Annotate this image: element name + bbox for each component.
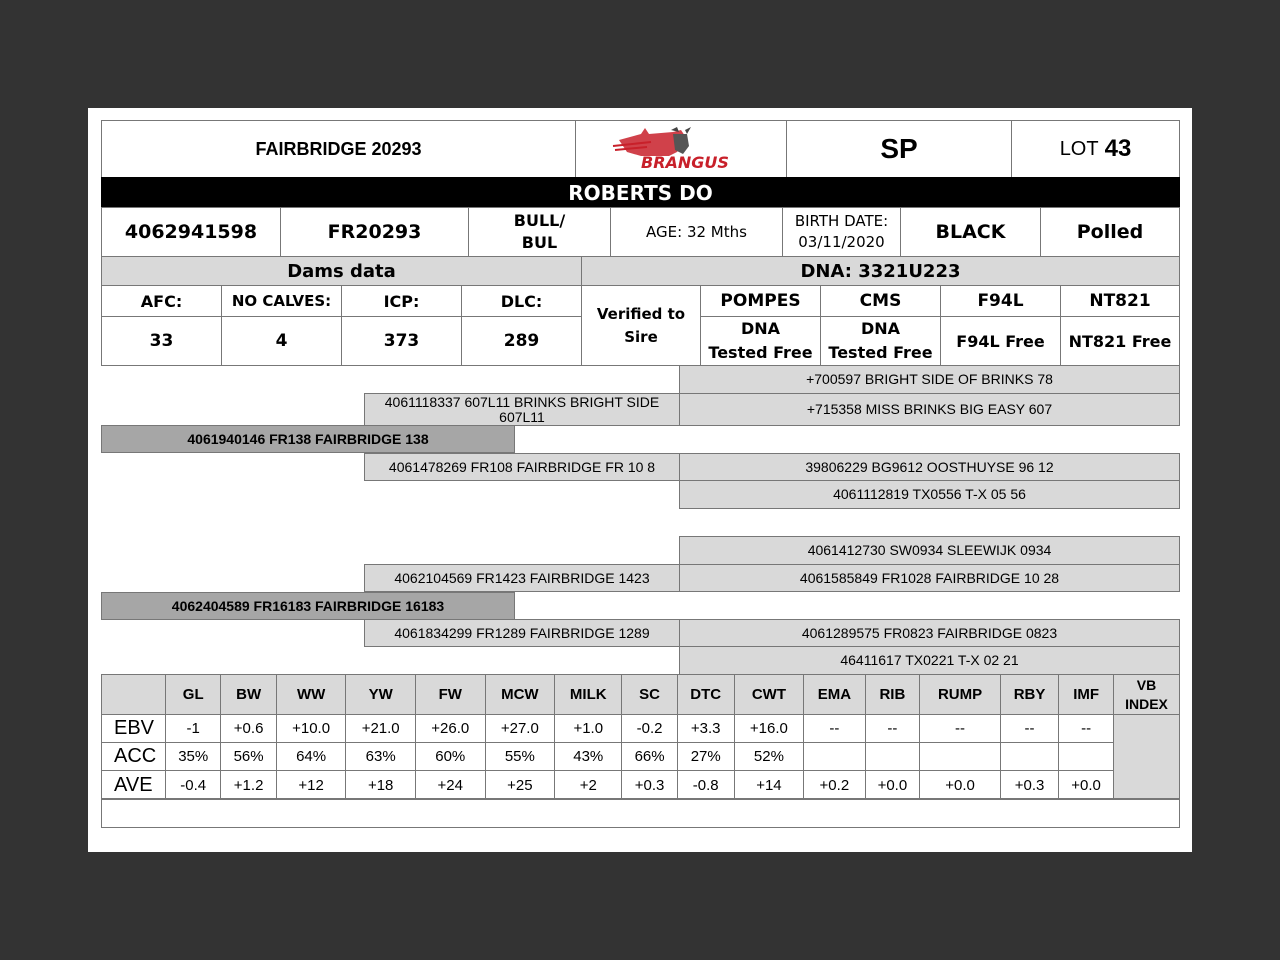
ebv-col-cwt: CWT	[734, 675, 804, 715]
ebv-cell: --	[1059, 715, 1114, 743]
ebv-cell: -0.4	[166, 771, 221, 800]
ebv-row-label: EBV	[102, 715, 166, 743]
ebv-col-ww: WW	[276, 675, 346, 715]
ebv-cell: --	[1000, 715, 1058, 743]
ebv-cell: 35%	[166, 743, 221, 771]
result-line2: Tested Free	[708, 343, 813, 362]
logo-text: BRANGUS	[641, 153, 729, 172]
sex-line2: BUL	[521, 233, 558, 252]
ebv-col-dtc: DTC	[677, 675, 734, 715]
ebv-cell: -1	[166, 715, 221, 743]
lot-label	[1011, 120, 1180, 178]
animal-colour: BLACK	[900, 207, 1041, 257]
dna-test-cms: CMS	[820, 285, 941, 317]
ebv-cell: -0.8	[677, 771, 734, 800]
ebv-cell: +0.6	[221, 715, 276, 743]
dams-header-dlc: DLC:	[461, 285, 582, 317]
ebv-cell: 56%	[221, 743, 276, 771]
dams-header-afc: AFC:	[101, 285, 222, 317]
ebv-cell: 63%	[346, 743, 416, 771]
ebv-cell: +3.3	[677, 715, 734, 743]
sp-label: SP	[786, 120, 1012, 178]
ebv-col-mcw: MCW	[485, 675, 555, 715]
ebv-cell: +12	[276, 771, 346, 800]
ebv-cell: +25	[485, 771, 555, 800]
ebv-cell: +0.0	[865, 771, 920, 800]
ebv-col-vb-index	[1114, 675, 1180, 715]
pedigree-sire: 4061940146 FR138 FAIRBRIDGE 138	[101, 425, 515, 453]
ebv-cell: +0.0	[920, 771, 1001, 800]
pedigree-dds: 4061289575 FR0823 FAIRBRIDGE 0823	[679, 619, 1180, 647]
dams-header-calves: NO CALVES:	[221, 285, 342, 317]
pedigree-ddd: 46411617 TX0221 T-X 02 21	[679, 646, 1180, 675]
owner-bar: ROBERTS DO	[101, 177, 1180, 208]
ebv-cell: +16.0	[734, 715, 804, 743]
animal-id: 4062941598	[101, 207, 281, 257]
ebv-cell	[804, 743, 865, 771]
ebv-cell: +10.0	[276, 715, 346, 743]
birth-date	[782, 207, 901, 257]
dna-test-pompes: POMPES	[700, 285, 821, 317]
result-line2: Tested Free	[828, 343, 933, 362]
result-line1: DNA	[860, 319, 901, 338]
pedigree-dam-dam: 4061834299 FR1289 FAIRBRIDGE 1289	[364, 619, 680, 647]
animal-sex	[468, 207, 611, 257]
ebv-cell: 27%	[677, 743, 734, 771]
pedigree-sss: +700597 BRIGHT SIDE OF BRINKS 78	[679, 365, 1180, 394]
pedigree-ssd: +715358 MISS BRINKS BIG EASY 607	[679, 393, 1180, 426]
pedigree-dam-sire: 4062104569 FR1423 FAIRBRIDGE 1423	[364, 564, 680, 592]
ebv-cell: 55%	[485, 743, 555, 771]
ebv-col-milk: MILK	[555, 675, 622, 715]
dna-verified	[581, 285, 701, 366]
result-line1: DNA	[740, 319, 781, 338]
bull-logo-icon	[611, 126, 751, 172]
ebv-cell	[1000, 743, 1058, 771]
ebv-col-rby: RBY	[1000, 675, 1058, 715]
dams-title: Dams data	[101, 256, 582, 286]
ebv-cell: 66%	[622, 743, 677, 771]
pedigree-sire-dam: 4061478269 FR108 FAIRBRIDGE FR 10 8	[364, 453, 680, 481]
ebv-table	[101, 674, 1180, 800]
ebv-cell: 60%	[415, 743, 485, 771]
ebv-col-imf: IMF	[1059, 675, 1114, 715]
pedigree-sds: 39806229 BG9612 OOSTHUYSE 96 12	[679, 453, 1180, 481]
dna-result-cms	[820, 316, 941, 366]
dna-result-f94l: F94L Free	[940, 316, 1061, 366]
brangus-logo	[575, 120, 787, 178]
ebv-cell	[1059, 743, 1114, 771]
dams-header-icp: ICP:	[341, 285, 462, 317]
ebv-header-row	[102, 675, 1180, 715]
ebv-cell: +2	[555, 771, 622, 800]
ebv-row-ebv	[102, 715, 1180, 743]
ebv-cell: +26.0	[415, 715, 485, 743]
pedigree-sire-sire: 4061118337 607L11 BRINKS BRIGHT SIDE 607L11	[364, 393, 680, 426]
pedigree-dss: 4061412730 SW0934 SLEEWIJK 0934	[679, 536, 1180, 565]
footer-blank-row	[101, 798, 1180, 828]
ebv-cell: 43%	[555, 743, 622, 771]
pedigree-dsd: 4061585849 FR1028 FAIRBRIDGE 10 28	[679, 564, 1180, 592]
dna-result-pompes	[700, 316, 821, 366]
ebv-cell: +0.2	[804, 771, 865, 800]
birth-label: BIRTH DATE:	[794, 212, 889, 230]
ebv-col-fw: FW	[415, 675, 485, 715]
lot-number: 43	[1104, 135, 1132, 162]
vb-line2: INDEX	[1125, 695, 1168, 712]
ebv-cell: +0.3	[1000, 771, 1058, 800]
ebv-col-gl: GL	[166, 675, 221, 715]
ebv-col-ema: EMA	[804, 675, 865, 715]
dams-value-dlc: 289	[461, 316, 582, 366]
ebv-cell: +1.0	[555, 715, 622, 743]
ebv-row-acc	[102, 743, 1180, 771]
ebv-row-label: AVE	[102, 771, 166, 800]
dna-title: DNA: 3321U223	[581, 256, 1180, 286]
sex-line1: BULL/	[513, 211, 566, 230]
ebv-cell: -0.2	[622, 715, 677, 743]
dna-result-nt821: NT821 Free	[1060, 316, 1180, 366]
animal-age: AGE: 32 Mths	[610, 207, 783, 257]
ebv-cell	[920, 743, 1001, 771]
ebv-col-bw: BW	[221, 675, 276, 715]
ebv-vb-index-value	[1114, 715, 1180, 800]
vb-line1: VB	[1136, 676, 1157, 693]
ebv-cell: +27.0	[485, 715, 555, 743]
ebv-cell: --	[804, 715, 865, 743]
pedigree-sdd: 4061112819 TX0556 T-X 05 56	[679, 480, 1180, 509]
ebv-row-label: ACC	[102, 743, 166, 771]
ebv-cell	[865, 743, 920, 771]
sale-card	[88, 108, 1192, 852]
pedigree-dam: 4062404589 FR16183 FAIRBRIDGE 16183	[101, 592, 515, 620]
ebv-cell: +1.2	[221, 771, 276, 800]
ebv-cell: 52%	[734, 743, 804, 771]
ebv-cell: --	[865, 715, 920, 743]
dna-test-nt821: NT821	[1060, 285, 1180, 317]
verified-line2: Sire	[624, 327, 658, 346]
dams-value-icp: 373	[341, 316, 462, 366]
ebv-row-ave	[102, 771, 1180, 800]
ebv-col-sc: SC	[622, 675, 677, 715]
animal-tag: FR20293	[280, 207, 469, 257]
animal-name: FAIRBRIDGE 20293	[101, 120, 576, 178]
ebv-col-rump: RUMP	[920, 675, 1001, 715]
ebv-col-rib: RIB	[865, 675, 920, 715]
ebv-cell: --	[920, 715, 1001, 743]
verified-line1: Verified to	[596, 304, 686, 323]
ebv-cell: 64%	[276, 743, 346, 771]
dna-test-f94l: F94L	[940, 285, 1061, 317]
ebv-cell: +14	[734, 771, 804, 800]
ebv-cell: +0.0	[1059, 771, 1114, 800]
lot-prefix: LOT	[1059, 137, 1099, 160]
birth-value: 03/11/2020	[798, 233, 885, 251]
animal-horn: Polled	[1040, 207, 1180, 257]
dams-value-afc: 33	[101, 316, 222, 366]
dams-value-calves: 4	[221, 316, 342, 366]
ebv-corner	[102, 675, 166, 715]
ebv-cell: +24	[415, 771, 485, 800]
ebv-cell: +21.0	[346, 715, 416, 743]
ebv-cell: +18	[346, 771, 416, 800]
ebv-col-yw: YW	[346, 675, 416, 715]
ebv-cell: +0.3	[622, 771, 677, 800]
